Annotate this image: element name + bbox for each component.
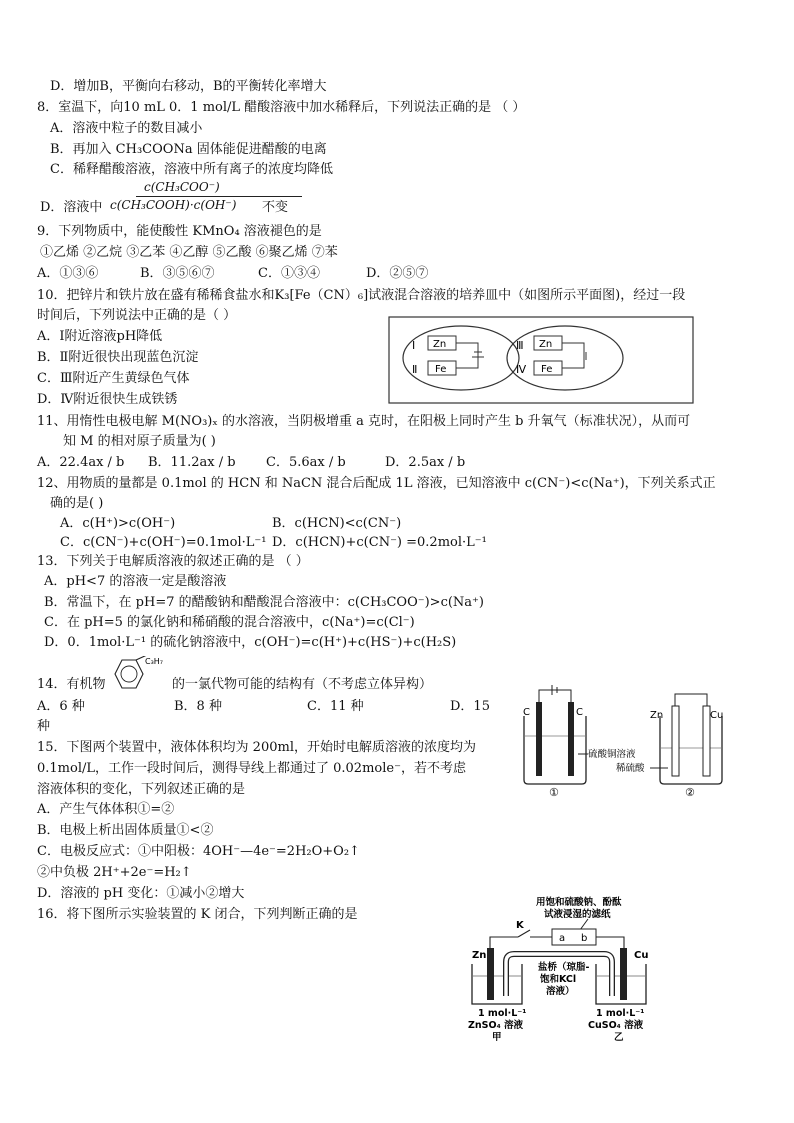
device-1-label: ①: [549, 786, 559, 799]
q12-option-b: B．c(HCN)<c(CN⁻): [272, 516, 402, 531]
electrode-c-left: C: [523, 707, 530, 718]
q13-stem: 13．下列关于电解质溶液的叙述正确的是 （ ）: [37, 554, 309, 569]
q15-stem-line1: 15．下图两个装置中，液体体积均为 200ml，开始时电解质溶液的浓度均为: [37, 740, 476, 755]
label-iv: Ⅳ: [516, 363, 527, 376]
q10-option-c: C．Ⅲ附近产生黄绿色气体: [37, 371, 190, 386]
q13-option-c: C．在 pH=5 的氯化钠和稀硝酸的混合溶液中，c(Na⁺)=c(Cl⁻): [44, 615, 415, 630]
electrode-cu-16: Cu: [634, 950, 649, 961]
left-concentration: 1 mol·L⁻¹: [478, 1008, 527, 1019]
q10-stem-line1: 10．把锌片和铁片放在盛有稀稀食盐水和K₃[Fe（CN）₆]试液混合溶液的培养皿中（如图所示平面图)，经过一段: [37, 288, 686, 303]
benzene-ring-structure: [105, 656, 171, 694]
q15-electrolysis-figure: [518, 682, 740, 800]
q11-option-b: B．11.2ax / b: [148, 455, 236, 470]
switch-k: K: [516, 920, 524, 931]
q11-option-d: D．2.5ax / b: [385, 455, 466, 470]
q16-stem: 16．将下图所示实验装置的 K 闭合，下列判断正确的是: [37, 907, 358, 922]
left-cell-name: 甲: [492, 1032, 502, 1042]
q9-option-b: B．③⑤⑥⑦: [140, 266, 215, 281]
paper-b: b: [581, 933, 588, 944]
q14-option-d: D．15: [450, 699, 490, 714]
q8-option-c: C．稀释醋酸溶液，溶液中所有离子的浓度均降低: [50, 162, 333, 177]
device-2-label: ②: [685, 786, 695, 799]
q11-option-a: A．22.4ax / b: [37, 455, 125, 470]
q7-option-d: D．增加B，平衡向右移动，B的平衡转化率增大: [50, 79, 327, 94]
left-solution: ZnSO₄ 溶液: [468, 1020, 524, 1031]
label-ii: Ⅱ: [412, 363, 418, 376]
q12-stem-line2: 确的是( ): [50, 496, 104, 511]
zn-label-right: Zn: [539, 339, 553, 350]
q15-stem-line3: 溶液体积的变化，下列叙述正确的是: [37, 782, 246, 797]
paper-label-1: 用饱和硫酸钠、酚酞: [536, 897, 622, 908]
q11-stem-line2: 知 M 的相对原子质量为( ): [63, 434, 216, 449]
substituent-label: C₃H₇: [145, 657, 164, 666]
q8-stem: 8．室温下，向10 mL 0．1 mol/L 醋酸溶液中加水稀释后，下列说法正确的是 （ ）: [37, 100, 526, 115]
q10-option-a: A．Ⅰ附近溶液pH降低: [37, 329, 163, 344]
zn-label-left: Zn: [433, 339, 447, 350]
q15-option-a: A．产生气体体积①=②: [37, 802, 175, 817]
q12-stem-line1: 12、用物质的量都是 0.1mol 的 HCN 和 NaCN 混合后配成 1L 溶液，已知溶液中 c(CN⁻)<c(Na⁺)，下列关系式正: [37, 476, 716, 491]
label-i: Ⅰ: [412, 339, 416, 352]
q9-option-d: D．②⑤⑦: [366, 266, 429, 281]
q15-option-d: D．溶液的 pH 变化：①减小②增大: [37, 886, 245, 901]
q13-option-d: D．0．1mol·L⁻¹ 的硫化钠溶液中，c(OH⁻)=c(H⁺)+c(HS⁻)+c(H₂S): [44, 635, 457, 650]
right-solution: CuSO₄ 溶液: [588, 1020, 644, 1031]
q11-stem-line1: 11、用惰性电极电解 M(NO₃)ₓ 的水溶液，当阴极增重 a 克时，在阳极上同时产生 b 升氧气（标准状况），从而可: [37, 414, 691, 429]
h2so4-label: 稀硫酸: [616, 763, 645, 774]
electrode-zn-16: Zn: [472, 950, 487, 961]
q12-option-a: A．c(H⁺)>c(OH⁻): [60, 516, 176, 531]
fe-label-left: Fe: [435, 364, 447, 375]
q14-prefix: 14．有机物: [37, 677, 106, 692]
q9-stem: 9．下列物质中，能使酸性 KMnO₄ 溶液褪色的是: [37, 224, 322, 239]
q9-substance-list: ①乙烯 ②乙烷 ③乙苯 ④乙醇 ⑤乙酸 ⑥聚乙烯 ⑦苯: [40, 245, 338, 260]
q16-galvanic-cell-figure: [466, 892, 672, 1042]
q14-suffix: 的一氯代物可能的结构有（不考虑立体异构）: [172, 677, 433, 692]
q8-option-a: A．溶液中粒子的数目减小: [50, 121, 203, 136]
q14-option-b: B．8 种: [174, 699, 222, 714]
q10-petri-dish-figure: [388, 316, 694, 404]
fraction-bar: [136, 196, 302, 197]
q8-option-d-suffix: 不变: [262, 200, 289, 215]
q8-option-d-prefix: D．溶液中: [40, 200, 103, 215]
q8-option-b: B．再加入 CH₃COONa 固体能促进醋酸的电离: [50, 142, 327, 157]
q12-option-c: C．c(CN⁻)+c(OH⁻)=0.1mol·L⁻¹: [60, 535, 267, 550]
q14-option-c: C．11 种: [307, 699, 364, 714]
q15-option-c-cont: ②中负极 2H⁺+2e⁻=H₂↑: [37, 865, 192, 880]
cuso4-label: 硫酸铜溶液: [588, 749, 636, 760]
label-iii: Ⅲ: [516, 339, 524, 352]
q15-option-b: B．电极上析出固体质量①<②: [37, 823, 214, 838]
fraction-denominator: c(CH₃COOH)·c(OH⁻): [110, 198, 237, 212]
electrode-c-right: C: [576, 707, 583, 718]
fe-label-right: Fe: [541, 364, 553, 375]
right-concentration: 1 mol·L⁻¹: [596, 1008, 645, 1019]
q10-stem-line2: 时间后，下列说法中正确的是（ ）: [37, 308, 237, 323]
fraction-numerator: c(CH₃COO⁻): [144, 180, 220, 194]
q11-option-c: C．5.6ax / b: [266, 455, 346, 470]
q15-stem-line2: 0.1mol/L，工作一段时间后，测得导线上都通过了 0.02mole⁻，若不考虑: [37, 761, 466, 776]
q13-option-b: B．常温下，在 pH=7 的醋酸钠和醋酸混合溶液中：c(CH₃COO⁻)>c(Na⁺): [44, 595, 484, 610]
q14-option-a: A．6 种: [37, 699, 85, 714]
q15-option-c: C．电极反应式：①中阳极：4OH⁻—4e⁻=2H₂O+O₂↑: [37, 844, 360, 859]
q10-option-d: D．Ⅳ附近很快生成铁锈: [37, 392, 178, 407]
q9-option-c: C．①③④: [258, 266, 320, 281]
bridge-label-1: 盐桥（琼脂-: [538, 962, 590, 973]
bridge-label-2: 饱和KCl: [540, 974, 577, 985]
right-cell-name: 乙: [614, 1032, 624, 1042]
q9-option-a: A．①③⑥: [37, 266, 99, 281]
q13-option-a: A．pH<7 的溶液一定是酸溶液: [44, 574, 227, 589]
q14-option-d-wrap: 种: [37, 719, 51, 734]
paper-label-2: 试液浸湿的滤纸: [544, 909, 611, 920]
q10-option-b: B．Ⅱ附近很快出现蓝色沉淀: [37, 350, 199, 365]
electrode-cu: Cu: [710, 710, 724, 721]
paper-a: a: [559, 933, 566, 944]
bridge-label-3: 溶液）: [546, 986, 575, 997]
electrode-zn: Zn: [650, 710, 664, 721]
q12-option-d: D．c(HCN)+c(CN⁻) =0.2mol·L⁻¹: [272, 535, 487, 550]
